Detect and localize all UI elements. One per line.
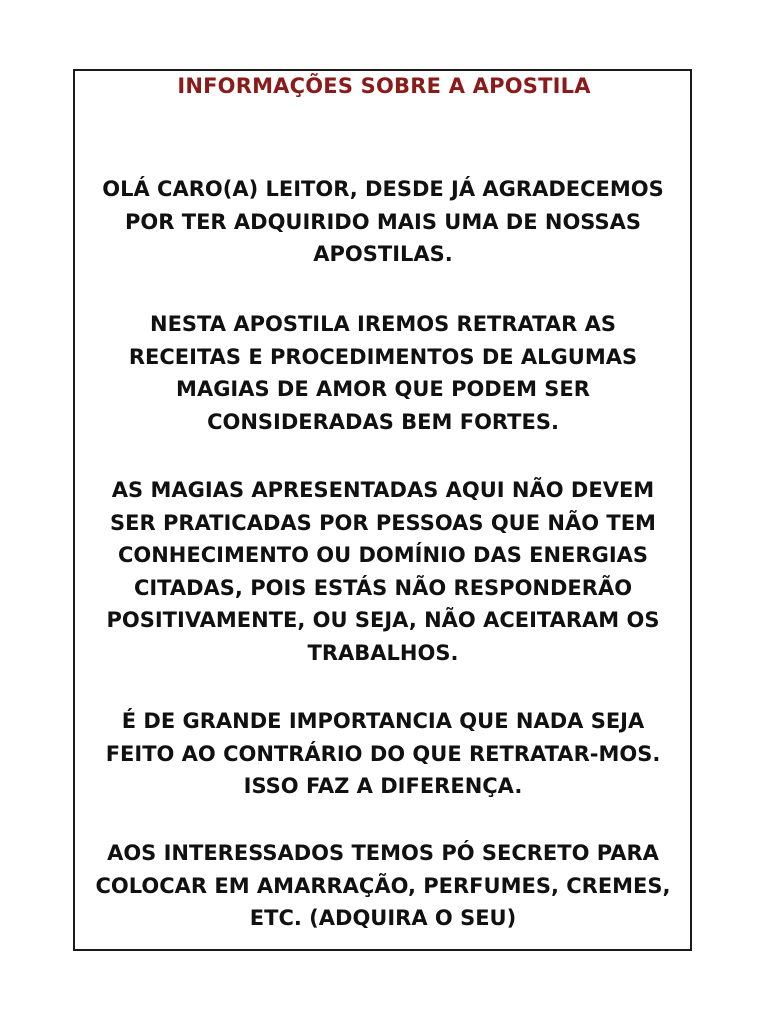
paragraph-line: SER PRATICADAS POR PESSOAS QUE NÃO TEM — [110, 510, 656, 535]
paragraph-line: CONSIDERADAS BEM FORTES. — [207, 409, 559, 434]
paragraph-line: POR TER ADQUIRIDO MAIS UMA DE NOSSAS — [125, 209, 641, 234]
paragraph-line: ETC. (ADQUIRA O SEU) — [249, 906, 517, 930]
paragraph-line: CITADAS, POIS ESTÁS NÃO RESPONDERÃO — [133, 575, 633, 600]
paragraph-offer — [78, 837, 688, 935]
paragraph-importance — [78, 705, 688, 803]
paragraph-line: FEITO AO CONTRÁRIO DO QUE RETRATAR-MOS. — [105, 741, 661, 766]
paragraph-line: NESTA APOSTILA IREMOS RETRATAR AS — [150, 312, 616, 336]
paragraph-line: MAGIAS DE AMOR QUE PODEM SER — [176, 377, 590, 401]
document-title: INFORMAÇÕES SOBRE A APOSTILA — [177, 74, 591, 98]
paragraph-greeting — [78, 173, 688, 271]
paragraph-line: OLÁ CARO(A) LEITOR, DESDE JÁ AGRADECEMOS — [102, 177, 664, 201]
paragraph-line: AS MAGIAS APRESENTADAS AQUI NÃO DEVEM — [111, 478, 655, 502]
paragraph-line: POSITIVAMENTE, OU SEJA, NÃO ACEITARAM OS — [106, 608, 660, 632]
paragraph-intro — [78, 308, 688, 438]
paragraph-line: ISSO FAZ A DIFERENÇA. — [243, 774, 523, 798]
paragraph-line: É DE GRANDE IMPORTANCIA QUE NADA SEJA — [121, 709, 645, 733]
paragraph-line: AOS INTERESSADOS TEMOS PÓ SECRETO PARA — [107, 841, 659, 865]
paragraph-line: COLOCAR EM AMARRAÇÃO, PERFUMES, CREMES, — [95, 873, 671, 898]
paragraph-line: RECEITAS E PROCEDIMENTOS DE ALGUMAS — [128, 344, 638, 369]
paragraph-line: APOSTILAS. — [313, 242, 453, 266]
paragraph-warning — [78, 474, 688, 669]
paragraph-line: TRABALHOS. — [307, 640, 459, 665]
paragraph-line: CONHECIMENTO OU DOMÍNIO DAS ENERGIAS — [117, 543, 649, 567]
